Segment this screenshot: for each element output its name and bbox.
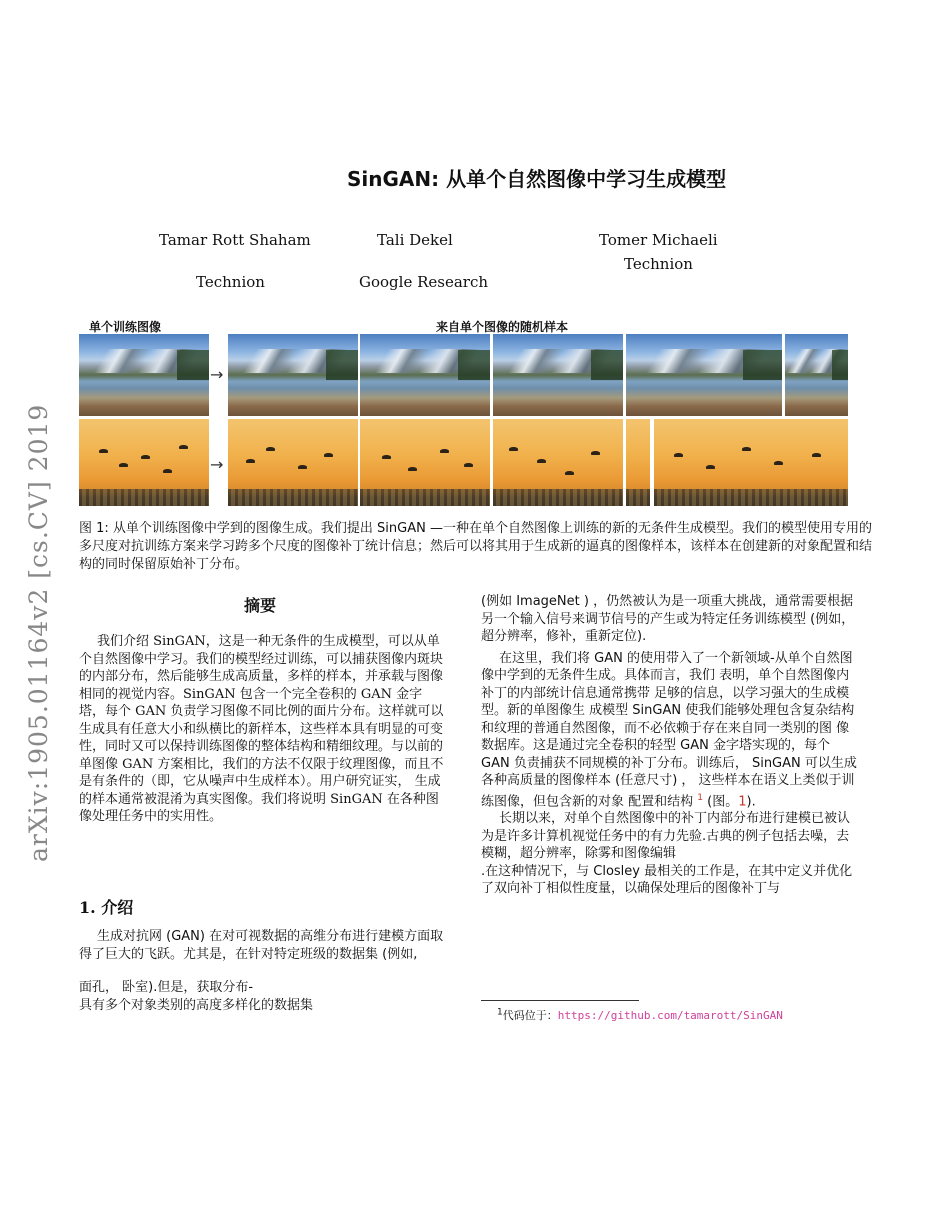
intro-paragraph: 面孔， 卧室).但是，获取分布-	[79, 980, 254, 995]
arrow-icon: →	[210, 365, 224, 384]
author-affiliation: Google Research	[359, 273, 489, 291]
body-text: ).	[746, 793, 756, 809]
footnote-rule	[481, 1000, 639, 1001]
figure-caption: 图 1: 从单个训练图像中学到的图像生成。我们提出 SinGAN —一种在单个自然图像上训练的新的无条件生成模型。我们的模型使用专用的多尺度对抗训练方案来学习跨多个尺度的图像补丁统计信息；然后可以将其用于生成新的逼真的图像样本，该样本在创建新的对象配置和结构的同时保留原始补丁分布。	[79, 521, 873, 572]
body-paragraph: (例如 ImageNet ) ，仍然被认为是一项重大挑战，通常需要根据另一个输入信号来调节信号的产生或为特定任务训练模型 (例如，超分辨率，修补，重新定位).	[481, 594, 855, 644]
intro-paragraph: 具有多个对象类别的高度多样化的数据集	[79, 997, 314, 1013]
paper-title: SinGAN: 从单个自然图像中学习生成模型	[347, 167, 727, 191]
figure-left-label: 单个训练图像	[89, 320, 162, 334]
author-affiliation: Technion	[624, 255, 693, 273]
code-url-link[interactable]: https://github.com/tamarott/SinGAN	[557, 1009, 783, 1022]
figure-right-label: 来自单个图像的随机样本	[436, 320, 569, 334]
training-image-birds	[79, 419, 209, 506]
footnote	[497, 1007, 783, 1023]
arxiv-stamp: arXiv:1905.01164v2 [cs.CV] 2019	[24, 403, 53, 862]
sample-image-mountain	[360, 334, 490, 416]
figure-ref-link[interactable]: 1	[738, 793, 747, 809]
intro-heading: 1. 介绍	[79, 898, 134, 917]
abstract-body	[79, 633, 447, 826]
sample-image-mountain	[228, 334, 358, 416]
intro-paragraph: 生成对抗网 (GAN) 在对可视数据的高维分布进行建模方面取得了巨大的飞跃。尤其是，在针对特定班级的数据集 (例如,	[79, 929, 444, 962]
sample-image-birds	[654, 419, 848, 506]
abstract-text: 我们介绍 SinGAN，这是一种无条件的生成模型，可以从单个自然图像中学习。我们的模型经过训练，可以捕获图像内斑块的内部分布，然后能够生成高质量，多样的样本，并承载与图像相同的视觉内容。SinGAN 包含一个完全卷积的 GAN 金字塔，每个 GAN 负责学习图像不同比例的面片分布。这样就可以生成具有任意大小和纵横比的新样本，这些样本具有明显的可变性，同时又可以保持训练图像的整体结构和精细纹理。与以前的单图像 GAN 方案相比，我们的方法不仅限于纹理图像，而且不是有条件的（即，它从噪声中生成样本）。用户研究证实， 生成的样本通常被混淆为真实图像。我们将说明 SinGAN 在各种图像处理任务中的实用性。	[79, 634, 444, 824]
sample-image-birds	[626, 419, 650, 506]
author-affiliation: Technion	[196, 273, 265, 291]
sample-image-mountain	[493, 334, 623, 416]
body-paragraph	[481, 650, 861, 811]
sample-image-birds	[228, 419, 358, 506]
abstract-heading: 摘要	[244, 596, 277, 615]
author-name: Tomer Michaeli	[599, 231, 718, 249]
sample-image-birds	[493, 419, 623, 506]
body-text: (图。	[707, 793, 739, 809]
footnote-label: 代码位于：	[502, 1009, 558, 1022]
body-paragraph: .在这种情况下，与 Closley 最相关的工作是，在其中定义并优化了双向补丁相似性度量，以确保处理后的图像补丁与	[481, 863, 853, 897]
sample-image-mountain	[626, 334, 782, 416]
intro-body	[79, 928, 447, 1014]
body-paragraph: 长期以来，对单个自然图像中的补丁内部分布进行建模已被认为是许多计算机视觉任务中的有力先验.古典的例子包括去噪，去模糊，超分辨率，除雾和图像编辑	[481, 811, 851, 862]
sample-image-birds	[360, 419, 490, 506]
author-name: Tali Dekel	[377, 231, 453, 249]
training-image-mountain	[79, 334, 209, 416]
right-column	[481, 593, 861, 898]
arrow-icon: →	[210, 455, 224, 474]
author-name: Tamar Rott Shaham	[159, 231, 311, 249]
body-text: 在这里，我们将 GAN 的使用带入了一个新领域-从单个自然图像中学到的无条件生成。具体而言，我们 表明，单个自然图像内补丁的内部统计信息通常携带 足够的信息，以学习强大的生成模型。新的单图像生 成模型 SinGAN 使我们能够处理包含复杂结构和纹理的普通自然图像，而不必依赖于存在来自同一类别的图 像数据库。这是通过完全卷积的轻型 GAN 金字塔实现的，每个 GAN 负责捕获不同规模的补丁分布。训练后， SinGAN 可以生成各种高质量的图像样本 (任意尺寸) ， 这些样本在语义上类似于训练图像，但包含新的对象 配置和结构	[481, 650, 857, 809]
sample-image-mountain	[785, 334, 848, 416]
footnote-mark[interactable]: 1	[697, 792, 704, 803]
footnote-number: 1	[497, 1007, 503, 1018]
